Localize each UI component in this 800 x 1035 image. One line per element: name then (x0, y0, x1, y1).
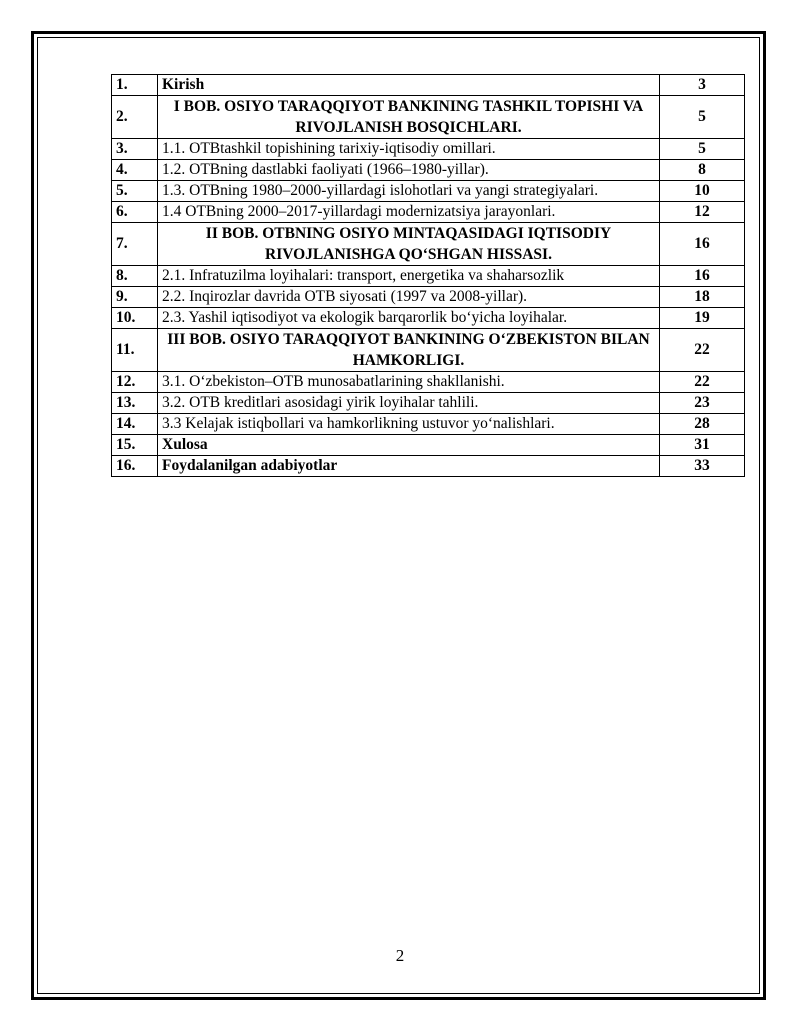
row-number: 12. (112, 372, 158, 393)
table-row (112, 308, 745, 329)
row-number: 6. (112, 202, 158, 223)
row-title: Kirish (158, 75, 660, 96)
row-number: 3. (112, 139, 158, 160)
row-title: Xulosa (158, 435, 660, 456)
row-title: II BOB. OTBNING OSIYO MINTAQASIDAGI IQTISODIY RIVOJLANISHGA QO‘SHGAN HISSASI. (158, 223, 660, 266)
row-page: 22 (660, 329, 745, 372)
row-number: 8. (112, 266, 158, 287)
table-row (112, 287, 745, 308)
row-title: 3.2. OTB kreditlari asosidagi yirik loyihalar tahlili. (158, 393, 660, 414)
page-number: 2 (395, 946, 405, 965)
row-page: 28 (660, 414, 745, 435)
row-page: 31 (660, 435, 745, 456)
row-page: 23 (660, 393, 745, 414)
row-title: 1.3. OTBning 1980–2000-yillardagi islohotlari va yangi strategiyalari. (158, 181, 660, 202)
table-row (112, 223, 745, 266)
row-number: 14. (112, 414, 158, 435)
table-row (112, 329, 745, 372)
table-row (112, 435, 745, 456)
row-page: 12 (660, 202, 745, 223)
row-title: 2.3. Yashil iqtisodiyot va ekologik barqarorlik bo‘yicha loyihalar. (158, 308, 660, 329)
table-row (112, 160, 745, 181)
row-title: 1.2. OTBning dastlabki faoliyati (1966–1980-yillar). (158, 160, 660, 181)
row-page: 18 (660, 287, 745, 308)
row-title: Foydalanilgan adabiyotlar (158, 456, 660, 477)
row-title: 3.1. O‘zbekiston–OTB munosabatlarining shakllanishi. (158, 372, 660, 393)
table-of-contents (111, 74, 745, 477)
table-row (112, 266, 745, 287)
row-number: 1. (112, 75, 158, 96)
row-number: 13. (112, 393, 158, 414)
table-row (112, 202, 745, 223)
row-number: 9. (112, 287, 158, 308)
table-row (112, 456, 745, 477)
table-row (112, 414, 745, 435)
row-page: 16 (660, 223, 745, 266)
table-row (112, 75, 745, 96)
row-number: 10. (112, 308, 158, 329)
row-number: 15. (112, 435, 158, 456)
row-number: 11. (112, 329, 158, 372)
row-page: 8 (660, 160, 745, 181)
table-row (112, 96, 745, 139)
table-row (112, 372, 745, 393)
table-row (112, 139, 745, 160)
row-title: III BOB. OSIYO TARAQQIYOT BANKINING O‘ZBEKISTON BILAN HAMKORLIGI. (158, 329, 660, 372)
table-row (112, 181, 745, 202)
row-page: 16 (660, 266, 745, 287)
row-number: 16. (112, 456, 158, 477)
row-number: 2. (112, 96, 158, 139)
row-title: 1.1. OTBtashkil topishining tarixiy-iqtisodiy omillari. (158, 139, 660, 160)
row-page: 19 (660, 308, 745, 329)
row-title: I BOB. OSIYO TARAQQIYOT BANKINING TASHKIL TOPISHI VA RIVOJLANISH BOSQICHLARI. (158, 96, 660, 139)
row-page: 22 (660, 372, 745, 393)
row-title: 2.1. Infratuzilma loyihalari: transport, energetika va shaharsozlik (158, 266, 660, 287)
row-number: 4. (112, 160, 158, 181)
row-number: 7. (112, 223, 158, 266)
table-row (112, 393, 745, 414)
row-page: 10 (660, 181, 745, 202)
row-page: 5 (660, 139, 745, 160)
row-title: 3.3 Kelajak istiqbollari va hamkorlikning ustuvor yo‘nalishlari. (158, 414, 660, 435)
row-title: 2.2. Inqirozlar davrida OTB siyosati (1997 va 2008-yillar). (158, 287, 660, 308)
row-number: 5. (112, 181, 158, 202)
row-page: 5 (660, 96, 745, 139)
row-title: 1.4 OTBning 2000–2017-yillardagi modernizatsiya jarayonlari. (158, 202, 660, 223)
row-page: 3 (660, 75, 745, 96)
row-page: 33 (660, 456, 745, 477)
